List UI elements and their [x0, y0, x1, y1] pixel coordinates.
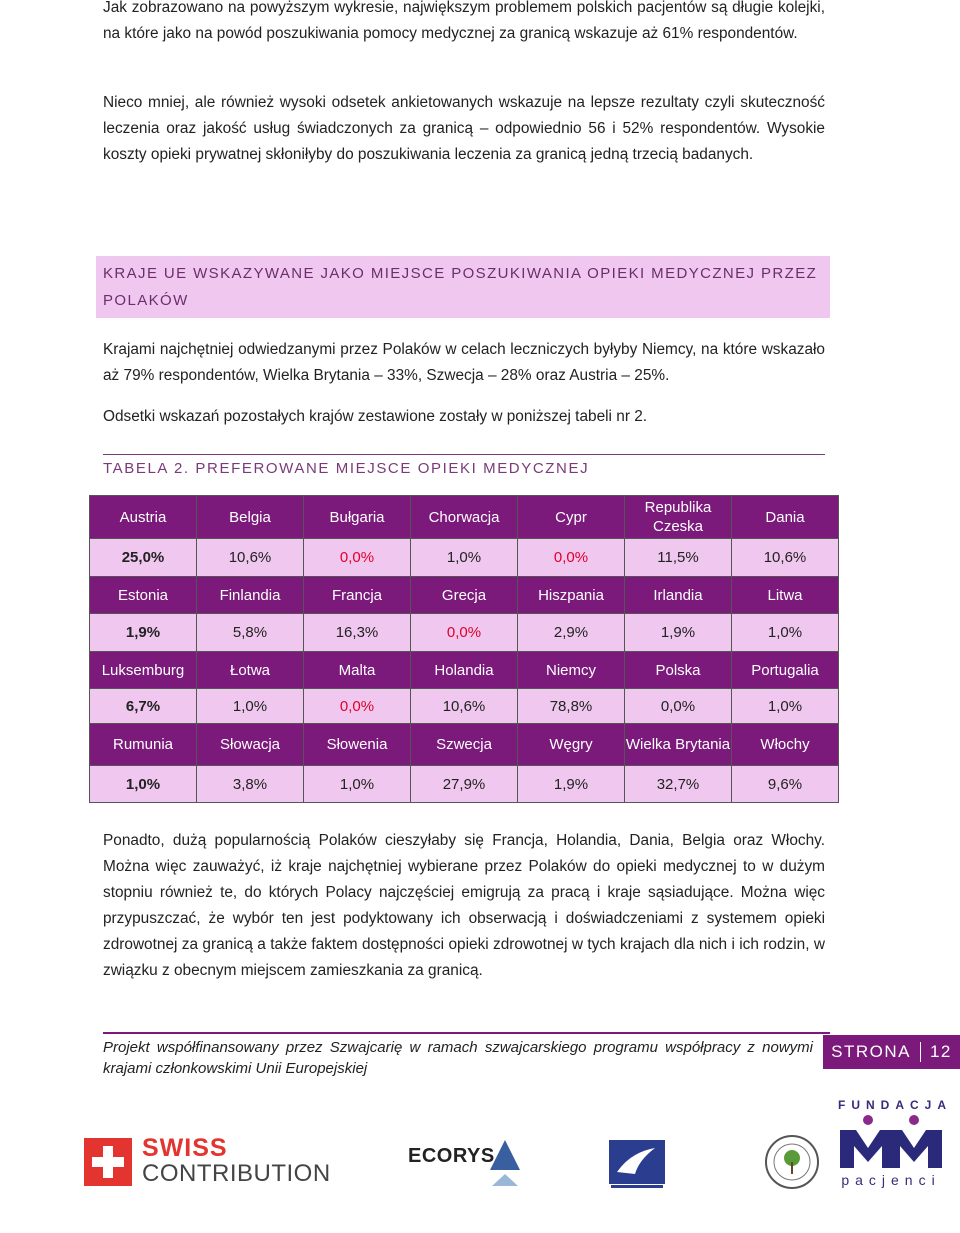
- value-cell: 16,3%: [304, 614, 411, 652]
- paragraph-conclusion: Ponadto, dużą popularnością Polaków cieszyłaby się Francja, Holandia, Dania, Belgia oraz Włochy. Można więc zauważyć, iż kraje najchętniej wybierane przez Polaków do opieki medycznej to w dużym stopniu również te, do których Polacy najczęściej emigrują za pracą i kraje sąsiadujące. Można więc przypuszczać, że wybór ten jest podyktowany ich obserwacją i doświadczeniami z systemem opieki zdrowotnej za granicą a także faktem dostępności opieki zdrowotnej w tych krajach dla nich i ich rodzin, w związku z obecnym miejscem zamieszkania za granicą.: [103, 832, 825, 979]
- country-cell: Malta: [304, 652, 411, 689]
- value-cell: 1,0%: [304, 766, 411, 803]
- country-cell: Bułgaria: [304, 496, 411, 539]
- value-cell: 2,9%: [518, 614, 625, 652]
- country-cell: Grecja: [411, 577, 518, 614]
- paragraph-intro: Jak zobrazowano na powyższym wykresie, największym problemem polskich pacjentów są długie kolejki, na które jako na powód poszukiwania pomocy medycznej za granicą wskazuje aż 61% respondentów.: [103, 0, 825, 42]
- value-cell: 1,0%: [732, 689, 839, 724]
- value-cell: 78,8%: [518, 689, 625, 724]
- page-label: STRONA: [831, 1042, 911, 1061]
- mm-figures-icon: [838, 1114, 944, 1170]
- country-cell: Polska: [625, 652, 732, 689]
- ecorys-triangle-icon: [488, 1138, 522, 1190]
- country-cell: Portugalia: [732, 652, 839, 689]
- value-cell: 1,9%: [90, 614, 197, 652]
- country-cell: Cypr: [518, 496, 625, 539]
- value-cell: 3,8%: [197, 766, 304, 803]
- country-cell: Szwecja: [411, 724, 518, 766]
- value-cell: 0,0%: [411, 614, 518, 652]
- table-row-countries: [90, 577, 839, 614]
- value-cell: 32,7%: [625, 766, 732, 803]
- value-cell: 9,6%: [732, 766, 839, 803]
- bird-icon: [607, 1138, 667, 1190]
- country-cell: Słowenia: [304, 724, 411, 766]
- country-cell: Litwa: [732, 577, 839, 614]
- value-cell: 5,8%: [197, 614, 304, 652]
- swiss-cross-icon: [84, 1138, 132, 1186]
- value-cell: 1,9%: [518, 766, 625, 803]
- country-cell: Łotwa: [197, 652, 304, 689]
- country-cell: Niemcy: [518, 652, 625, 689]
- country-cell: Włochy: [732, 724, 839, 766]
- country-cell: Austria: [90, 496, 197, 539]
- page-separator: [920, 1042, 921, 1062]
- pacjenci-label: pacjenci: [841, 1172, 941, 1188]
- country-cell: Chorwacja: [411, 496, 518, 539]
- value-cell: 0,0%: [304, 539, 411, 577]
- country-cell: Estonia: [90, 577, 197, 614]
- country-cell: Rumunia: [90, 724, 197, 766]
- country-cell: Wielka Brytania: [625, 724, 732, 766]
- value-cell: 1,9%: [625, 614, 732, 652]
- swiss-contribution-logo: [84, 1134, 331, 1188]
- section-heading: KRAJE UE WSKAZYWANE JAKO MIEJSCE POSZUKIWANIA OPIEKI MEDYCZNEJ PRZEZ POLAKÓW: [103, 265, 818, 309]
- table-row-values: [90, 689, 839, 724]
- value-cell: 11,5%: [625, 539, 732, 577]
- value-cell: 10,6%: [411, 689, 518, 724]
- paragraph-countries: Krajami najchętniej odwiedzanymi przez Polaków w celach leczniczych byłyby Niemcy, na które wskazało aż 79% respondentów, Wielka Brytania – 33%, Szwecja – 28% oraz Austria – 25%.: [103, 341, 825, 384]
- value-cell: 1,0%: [197, 689, 304, 724]
- table-row-values: [90, 766, 839, 803]
- value-cell: 6,7%: [90, 689, 197, 724]
- countries-table: [89, 495, 839, 803]
- value-cell: 1,0%: [411, 539, 518, 577]
- country-cell: Dania: [732, 496, 839, 539]
- page-number-badge: [823, 1035, 960, 1069]
- value-cell: 27,9%: [411, 766, 518, 803]
- fundacja-seal-logo: [764, 1134, 820, 1190]
- country-cell: Węgry: [518, 724, 625, 766]
- ecorys-logo: [408, 1138, 520, 1190]
- fundacja-label: FUNDACJA: [838, 1098, 952, 1112]
- swiss-logo-line2: CONTRIBUTION: [142, 1160, 331, 1187]
- value-cell: 0,0%: [625, 689, 732, 724]
- footer-text: Projekt współfinansowany przez Szwajcarię w ramach szwajcarskiego programu współpracy z nowymi krajami członkowskimi Unii Europejskiej: [103, 1039, 813, 1077]
- country-cell: Irlandia: [625, 577, 732, 614]
- table-row-countries: [90, 652, 839, 689]
- table-row-countries: [90, 724, 839, 766]
- table-row-values: [90, 539, 839, 577]
- table-row-countries: [90, 496, 839, 539]
- table-caption: TABELA 2. PREFEROWANE MIEJSCE OPIEKI MEDYCZNEJ: [103, 460, 590, 477]
- value-cell: 0,0%: [304, 689, 411, 724]
- country-cell: Holandia: [411, 652, 518, 689]
- value-cell: 1,0%: [732, 614, 839, 652]
- country-cell: Francja: [304, 577, 411, 614]
- paragraph-table-ref: Odsetki wskazań pozostałych krajów zestawione zostały w poniższej tabeli nr 2.: [103, 408, 648, 425]
- country-cell: Hiszpania: [518, 577, 625, 614]
- value-cell: 25,0%: [90, 539, 197, 577]
- caption-rule: [103, 454, 825, 455]
- value-cell: 10,6%: [197, 539, 304, 577]
- country-cell: Republika Czeska: [625, 496, 732, 539]
- country-cell: Luksemburg: [90, 652, 197, 689]
- value-cell: 1,0%: [90, 766, 197, 803]
- value-cell: 0,0%: [518, 539, 625, 577]
- value-cell: 10,6%: [732, 539, 839, 577]
- fundacja-my-pacjenci-logo: [838, 1098, 952, 1192]
- page-number: 12: [929, 1042, 952, 1061]
- seal-icon: [764, 1134, 820, 1190]
- table-row-values: [90, 614, 839, 652]
- footer-rule: [103, 1032, 830, 1034]
- paragraph-results: Nieco mniej, ale również wysoki odsetek ankietowanych wskazuje na lepsze rezultaty czyli skuteczność leczenia oraz jakość usług świadczonych za granicą – odpowiednio 56 i 52% respondentów. Wysokie koszty opieki prywatnej skłoniłyby do poszukiwania leczenia za granicą jedną trzecią badanych.: [103, 94, 825, 163]
- country-cell: Słowacja: [197, 724, 304, 766]
- country-cell: Belgia: [197, 496, 304, 539]
- swiss-logo-line1: SWISS: [142, 1134, 228, 1162]
- euroregion-baltyk-logo: [607, 1138, 667, 1190]
- ecorys-logo-text: ECORYS: [408, 1145, 495, 1167]
- country-cell: Finlandia: [197, 577, 304, 614]
